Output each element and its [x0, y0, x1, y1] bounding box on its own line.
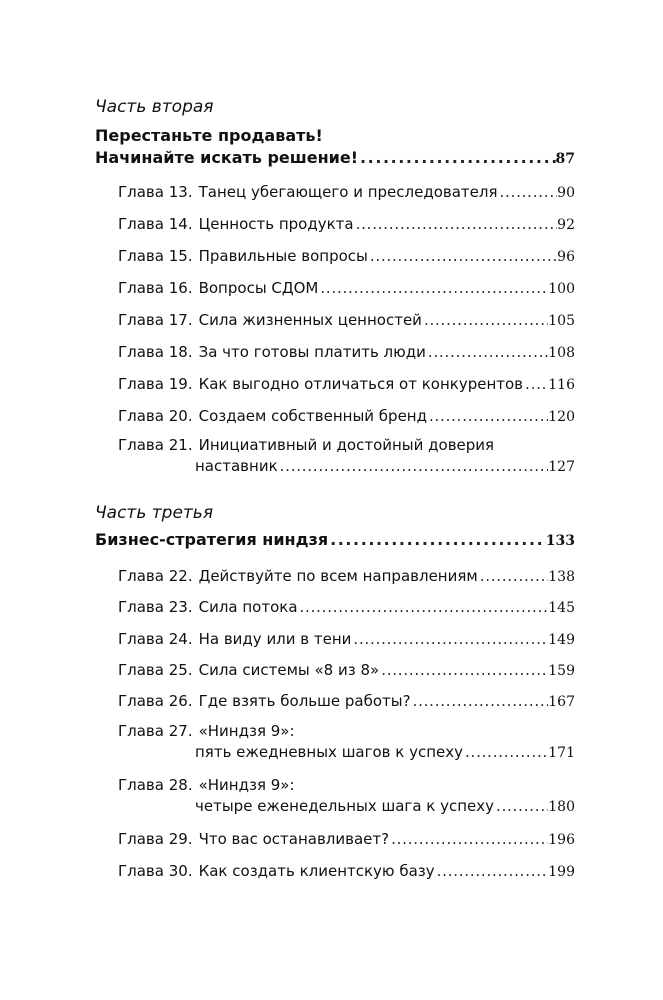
- chapter-title: Как выгодно отличаться от конкурентов: [198, 375, 524, 393]
- page-number: 171: [548, 745, 575, 761]
- dot-leader: [298, 598, 549, 616]
- chapter-title: Правильные вопросы: [198, 247, 368, 265]
- toc-entry: [118, 311, 575, 333]
- chapter-title-continued: пять ежедневных шагов к успеху: [195, 743, 464, 761]
- chapter-title: Сила жизненных ценностей: [198, 311, 422, 329]
- toc-entry: [118, 862, 575, 884]
- chapter-title: Ценность продукта: [198, 215, 354, 233]
- page-number: 149: [548, 632, 575, 648]
- chapter-number: Глава 20.: [118, 407, 193, 425]
- chapter-title: Что вас останавливает?: [198, 830, 390, 848]
- dot-leader: [498, 183, 558, 201]
- chapter-title: Сила потока: [198, 598, 298, 616]
- chapter-title: Танец убегающего и преследователя: [198, 183, 498, 201]
- part-label: Часть третья: [95, 503, 214, 523]
- chapter-title: На виду или в тени: [198, 630, 352, 648]
- dot-leader: [411, 692, 549, 710]
- page-number: 90: [557, 185, 575, 201]
- chapter-number: Глава 26.: [118, 692, 193, 710]
- page-number: 120: [548, 409, 575, 425]
- page-number: 145: [548, 600, 575, 616]
- dot-leader: [435, 862, 549, 880]
- dot-leader: [463, 743, 548, 761]
- page-number: 96: [557, 249, 575, 265]
- part-title: Перестаньте продавать!: [95, 126, 323, 145]
- toc-entry: [118, 567, 575, 589]
- toc-entry: [118, 183, 575, 205]
- dot-leader: [379, 661, 548, 679]
- page-number: 87: [555, 151, 575, 167]
- toc-entry-continuation: [195, 457, 575, 479]
- page-number: 108: [548, 345, 575, 361]
- page-number: 180: [548, 799, 575, 815]
- chapter-title: Инициативный и достойный доверия: [198, 436, 495, 454]
- dot-leader: [523, 375, 548, 393]
- toc-entry: [118, 343, 575, 365]
- chapter-title-continued: четыре еженедельных шага к успеху: [195, 797, 495, 815]
- chapter-title-continued: наставник: [195, 457, 278, 475]
- chapter-number: Глава 27.: [118, 722, 193, 740]
- chapter-number: Глава 13.: [118, 183, 193, 201]
- toc-entry: [95, 530, 575, 552]
- chapter-title: Вопросы СДОМ: [198, 279, 319, 297]
- dot-leader: [358, 148, 556, 167]
- toc-entry-continuation: [195, 797, 575, 819]
- dot-leader: [318, 279, 548, 297]
- dot-leader: [354, 215, 558, 233]
- dot-leader: [389, 830, 548, 848]
- chapter-number: Глава 21.: [118, 436, 193, 454]
- chapter-number: Глава 22.: [118, 567, 193, 585]
- dot-leader: [422, 311, 548, 329]
- chapter-number: Глава 30.: [118, 862, 193, 880]
- toc-entry: [118, 279, 575, 301]
- chapter-title: «Ниндзя 9»:: [198, 776, 295, 794]
- dot-leader: [478, 567, 549, 585]
- toc-entry: [118, 830, 575, 852]
- chapter-number: Глава 23.: [118, 598, 193, 616]
- chapter-title: За что готовы платить люди: [198, 343, 426, 361]
- chapter-number: Глава 16.: [118, 279, 193, 297]
- page-number: 133: [545, 533, 575, 549]
- dot-leader: [426, 343, 548, 361]
- page-number: 105: [548, 313, 575, 329]
- page-number: 138: [548, 569, 575, 585]
- chapter-title: Где взять больше работы?: [198, 692, 411, 710]
- toc-entry: [118, 375, 575, 397]
- chapter-number: Глава 18.: [118, 343, 193, 361]
- toc-entry: [118, 722, 295, 740]
- page-number: 92: [557, 217, 575, 233]
- toc-entry: [118, 247, 575, 269]
- part-title: Начинайте искать решение!: [95, 148, 359, 167]
- dot-leader: [427, 407, 548, 425]
- toc-entry: [118, 776, 295, 794]
- chapter-number: Глава 24.: [118, 630, 193, 648]
- chapter-number: Глава 28.: [118, 776, 193, 794]
- toc-entry: [118, 407, 575, 429]
- part-label: Часть вторая: [95, 97, 214, 117]
- toc-entry: [118, 692, 575, 714]
- chapter-title: Сила системы «8 из 8»: [198, 661, 380, 679]
- chapter-title: Как создать клиентскую базу: [198, 862, 435, 880]
- chapter-number: Глава 29.: [118, 830, 193, 848]
- toc-entry: [118, 598, 575, 620]
- toc-entry: [118, 215, 575, 237]
- chapter-number: Глава 14.: [118, 215, 193, 233]
- toc-entry: [118, 630, 575, 652]
- dot-leader: [494, 797, 548, 815]
- dot-leader: [351, 630, 548, 648]
- page-number: 100: [548, 281, 575, 297]
- page-number: 116: [548, 377, 575, 393]
- chapter-number: Глава 19.: [118, 375, 193, 393]
- chapter-title: «Ниндзя 9»:: [198, 722, 295, 740]
- page-number: 127: [548, 459, 575, 475]
- page-number: 159: [548, 663, 575, 679]
- page-number: 199: [548, 864, 575, 880]
- chapter-number: Глава 17.: [118, 311, 193, 329]
- chapter-number: Глава 15.: [118, 247, 193, 265]
- dot-leader: [368, 247, 557, 265]
- chapter-title: Действуйте по всем направлениям: [198, 567, 478, 585]
- toc-entry: [95, 148, 575, 170]
- toc-entry: [118, 661, 575, 683]
- part-title: Бизнес-стратегия ниндзя: [95, 530, 329, 549]
- chapter-number: Глава 25.: [118, 661, 193, 679]
- dot-leader: [328, 530, 546, 549]
- page-number: 196: [548, 832, 575, 848]
- chapter-title: Создаем собственный бренд: [198, 407, 427, 425]
- dot-leader: [278, 457, 549, 475]
- toc-entry: [118, 436, 494, 454]
- toc-entry-continuation: [195, 743, 575, 765]
- page-number: 167: [548, 694, 575, 710]
